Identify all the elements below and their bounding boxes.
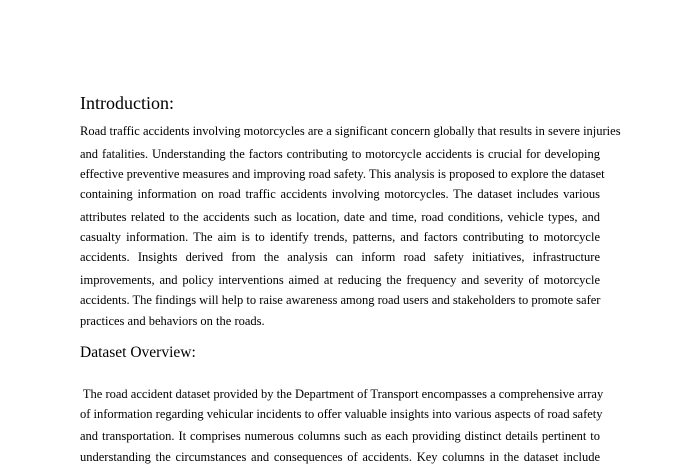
paragraph-line: improvements, and policy interventions aimed at reducing the frequency and severity of motorcycle bbox=[80, 273, 600, 287]
paragraph-line: attributes related to the accidents such as location, date and time, road conditions, vehicle types, and bbox=[80, 210, 600, 224]
paragraph-line: containing information on road traffic accidents involving motorcycles. The dataset includes various bbox=[80, 187, 600, 201]
paragraph-line: Road traffic accidents involving motorcycles are a significant concern globally that results in severe injuries bbox=[80, 124, 621, 138]
paragraph-line: and transportation. It comprises numerous columns such as each providing distinct details pertinent to bbox=[80, 429, 600, 443]
paragraph-line: accidents. The findings will help to raise awareness among road users and stakeholders to promote safer bbox=[80, 293, 601, 307]
paragraph-line: practices and behaviors on the roads. bbox=[80, 314, 265, 328]
dataset-overview-heading: Dataset Overview: bbox=[80, 344, 196, 361]
paragraph-line: The road accident dataset provided by the Department of Transport encompasses a comprehensive array bbox=[80, 387, 604, 401]
paragraph-line: accidents. Insights derived from the analysis can inform road safety initiatives, infrastructure bbox=[80, 250, 600, 264]
paragraph-line: and fatalities. Understanding the factors contributing to motorcycle accidents is crucial for developing bbox=[80, 147, 600, 161]
paragraph-line: casualty information. The aim is to identify trends, patterns, and factors contributing to motorcycle bbox=[80, 230, 600, 244]
introduction-heading: Introduction: bbox=[80, 93, 174, 113]
paragraph-line: of information regarding vehicular incidents to offer valuable insights into various aspects of road safety bbox=[80, 407, 603, 421]
paragraph-line: effective preventive measures and improving road safety. This analysis is proposed to explore the dataset bbox=[80, 167, 605, 181]
paragraph-line: understanding the circumstances and consequences of accidents. Key columns in the dataset include bbox=[80, 450, 600, 464]
